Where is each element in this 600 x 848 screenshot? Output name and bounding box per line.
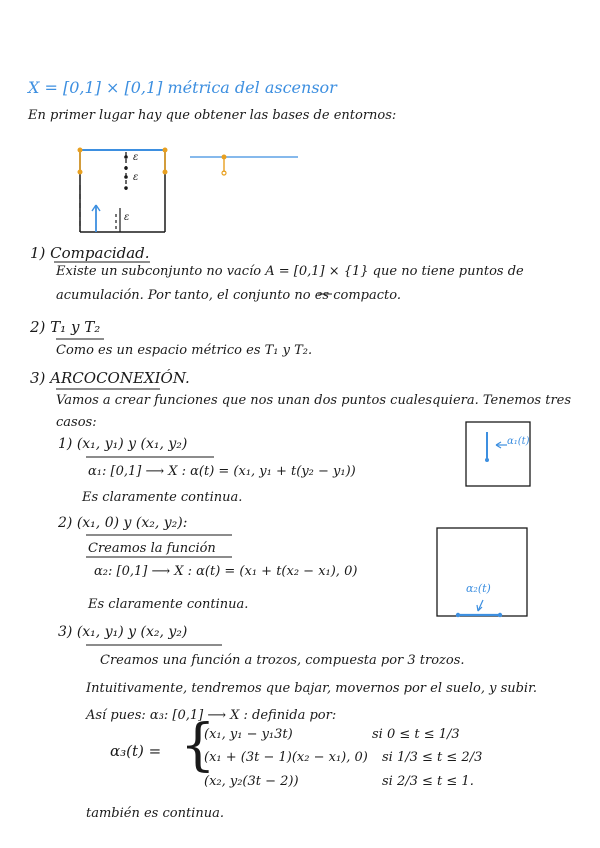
t1t2-line-1: Como es un espacio métrico es T₁ y T₂. — [56, 343, 313, 358]
piece-2-expr: (x₁ + (3t − 1)(x₂ − x₁), 0) — [204, 750, 368, 765]
piece-2-cond: si 1/3 ≤ t ≤ 2/3 — [382, 750, 483, 765]
case-3-heading: 3) (x₁, y₁) y (x₂, y₂) — [58, 624, 188, 640]
case-1-heading: 1) (x₁, y₁) y (x₁, y₂) — [58, 436, 188, 452]
epsilon-label-2: ε — [133, 172, 139, 183]
neighborhood-figure — [78, 148, 299, 233]
case-2-note: Es claramente continua. — [88, 597, 249, 612]
section-arcoconexion-heading: 3) ARCOCONEXIÓN. — [30, 369, 190, 387]
section-compacidad-heading: 1) Compacidad. — [30, 244, 150, 262]
alpha1-figure — [466, 422, 530, 486]
case-2-formula: α₂: [0,1] ⟶ X : α(t) = (x₁ + t(x₂ − x₁), 0) — [94, 564, 358, 579]
epsilon-label-1: ε — [133, 152, 139, 163]
section-t1t2-heading: 2) T₁ y T₂ — [30, 318, 101, 336]
epsilon-label-3: ε — [124, 212, 130, 223]
alpha2-figure — [437, 528, 527, 617]
compacidad-line-1: Existe un subconjunto no vacío A = [0,1] × {1} que no tiene puntos de — [56, 264, 524, 279]
compacidad-line-2: acumulación. Por tanto, el conjunto no es compacto. — [56, 288, 401, 303]
case-2-heading: 2) (x₁, 0) y (x₂, y₂): — [58, 515, 188, 531]
page-title: X = [0,1] × [0,1] métrica del ascensor — [28, 78, 337, 97]
intro-text: En primer lugar hay que obtener las bases de entornos: — [28, 108, 397, 123]
arcoconexion-line-2: casos: — [56, 415, 97, 430]
piece-1-expr: (x₁, y₁ − y₁3t) — [204, 727, 293, 742]
piece-3-expr: (x₂, y₂(3t − 2)) — [204, 774, 299, 789]
case-1-formula: α₁: [0,1] ⟶ X : α(t) = (x₁, y₁ + t(y₂ − y₁)) — [88, 464, 356, 479]
arcoconexion-line-1: Vamos a crear funciones que nos unan dos puntos cualesquiera. Tenemos tres — [56, 393, 572, 408]
case-3-closing: también es continua. — [86, 806, 224, 821]
piece-1-cond: si 0 ≤ t ≤ 1/3 — [372, 727, 460, 742]
case-1-note: Es claramente continua. — [82, 490, 243, 505]
alpha2-fig-label: α₂(t) — [466, 582, 491, 595]
alpha1-fig-label: α₁(t) — [507, 436, 530, 447]
alpha3-lhs: α₃(t) = — [110, 742, 162, 760]
case-3-line-3: Así pues: α₃: [0,1] ⟶ X : definida por: — [86, 708, 337, 723]
case-3-line-1: Creamos una función a trozos, compuesta por 3 trozos. — [100, 653, 465, 668]
piecewise-brace: { — [180, 713, 216, 778]
case-2-line-1: Creamos la función — [88, 541, 216, 556]
case-3-line-2: Intuitivamente, tendremos que bajar, movernos por el suelo, y subir. — [86, 681, 538, 696]
piece-3-cond: si 2/3 ≤ t ≤ 1. — [382, 774, 474, 789]
